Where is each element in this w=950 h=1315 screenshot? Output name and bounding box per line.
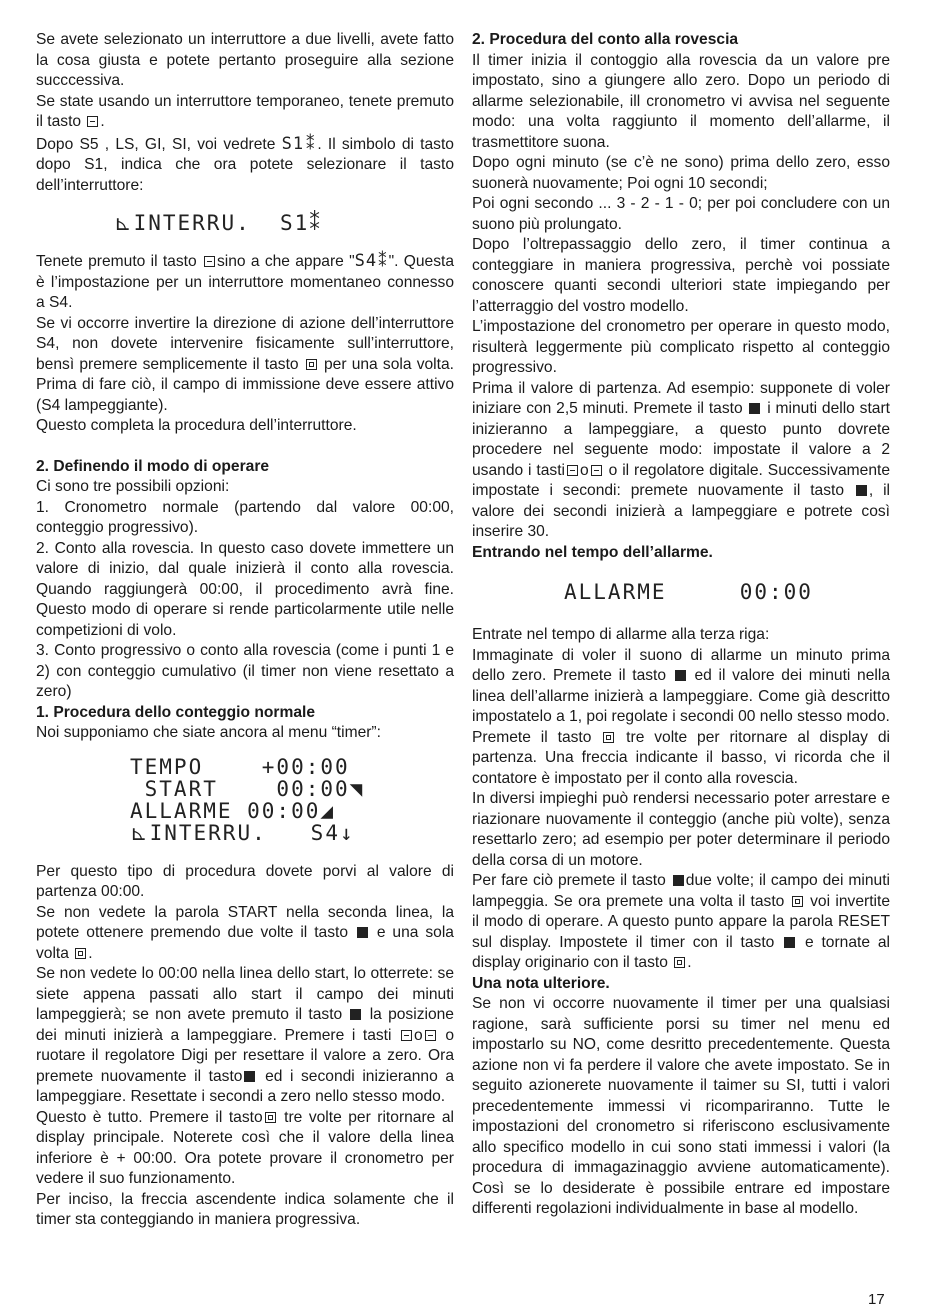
lcd-display-timer-menu: TEMPO +00:00 START 00:00◥ ALLARME 00:00◢ ⊾INTERRU. S4↓	[130, 754, 365, 845]
paragraph: Premete il tasto tre volte per ritornare al display di partenza. Una freccia indicante il basso, vi ricorda che il contatore è impostato per il conto alla rovescia.	[472, 728, 890, 787]
paragraph: Questo completa la procedura dell’interruttore.	[36, 417, 357, 434]
paragraph: Ci sono tre possibili opzioni:	[36, 478, 230, 495]
r-key-icon	[306, 359, 317, 370]
paragraph: Il timer inizia il contoggio alla rovescia da un valore pre impostato, sino a giungere allo zero. Dopo un periodo di allarme selezionabile, ill cronometro vi avvisa nel seguente modo: una volta raggiunto il momento dell’allarme, il trasmettitore suona.	[472, 51, 890, 151]
section-heading: Una nota ulteriore.	[472, 974, 610, 992]
lcd-inline: S1⁑	[281, 133, 318, 154]
paragraph: Dopo ogni minuto (se c’è ne sono) prima dello zero, esso suonerà nuovamente; Poi ogni 10 secondi;	[472, 154, 890, 192]
paragraph: Questo è tutto. Premere il tasto tre volte per ritornare al display principale. Noterete così che il valore della linea inferiore è + 00:00. Ora potete provare il cronometro per vedere il suo funzionamento.	[36, 1108, 454, 1187]
paragraph: Tenete premuto il tasto sino a che appare "S4⁑". Questa è l’impostazione per un interruttore momentaneo connesso a S4.	[36, 251, 455, 311]
down-key-icon	[357, 927, 368, 938]
section-heading: 1. Procedura dello conteggio normale	[36, 703, 316, 721]
paragraph: Dopo S5 , LS, GI, SI, voi vedrete S1⁑. Il simbolo di tasto dopo S1, indica che ora potete selezionare il tasto dell’interruttore:	[36, 133, 454, 194]
down-key-icon	[675, 670, 686, 681]
down-key-icon	[244, 1071, 255, 1082]
page-number: 17	[868, 1291, 885, 1308]
lcd-display-interru: ⊾INTERRU. S1⁑	[114, 211, 322, 235]
paragraph: 1. Cronometro normale (partendo dal valore 00:00, conteggio progressivo).	[36, 498, 454, 536]
section-heading: 2. Definendo il modo di operare	[36, 457, 270, 475]
plus-key-icon	[204, 256, 215, 267]
paragraph: Entrate nel tempo di allarme alla terza riga:	[472, 626, 770, 643]
section-heading: Entrando nel tempo dell’allarme.	[472, 543, 713, 561]
paragraph: Immaginate di voler il suono di allarme un minuto prima dello zero. Premete il tasto ed il valore dei minuti nella linea dell’allarme inizierà a lampeggiare. Come già descritto impostatelo a 1, poi regolate i secondi 00 nello stesso modo.	[472, 646, 890, 725]
plus-key-icon	[401, 1030, 412, 1041]
paragraph: Se non vedete la parola START nella seconda linea, la potete ottenere premendo due volte il tasto e una sola volta .	[36, 903, 454, 962]
plus-key-icon	[87, 116, 98, 127]
lcd-inline: S4⁑	[354, 251, 389, 271]
paragraph: Prima il valore di partenza. Ad esempio: supponete di voler iniziare con 2,5 minuti. Premete il tasto i minuti dello start inizieranno a lampeggiare, a questo punto dovrete procedere nel seguente modo: impostate il valore a 2 usando i tasti o o il regolatore digitale. Successivamente impostate i secondi: premete nuovamente il tasto , il valore dei secondi inizierà a lampeggiare e potrete così inserire 30.	[472, 379, 891, 540]
paragraph: Per inciso, la freccia ascendente indica solamente che il timer sta conteggiando in maniera progressiva.	[36, 1190, 454, 1228]
paragraph: Poi ogni secondo ... 3 - 2 - 1 - 0; per poi concludere con un suono più prolungato.	[472, 195, 890, 233]
paragraph: Se non vi occorre nuovamente il timer per una qualsiasi ragione, sarà sufficiente porsi su timer nel menu ed impostarlo su NO, come desritto precedentemente. Questa azione non vi fa perdere il valore che avete impostato. Se in seguito azionerete nuovamente il taimer su SI, tutti i valori precedentemente immessi vi ricompariranno. Tutte le impostazioni del cronometro si riferiscono esclusivamente allo specifico modello in cui sono stati immessi i valori (la procedura di immagazinaggio avviene automaticamente). Così se lo desiderate è possibile entrare ed impostare differenti regolazioni individualmente in base al modello.	[472, 995, 890, 1217]
lcd-display-alarm: ALLARME 00:00	[564, 580, 813, 604]
paragraph: Se avete selezionato un interruttore a due livelli, avete fatto la cosa giusta e potete pertanto proseguire alla sezione succcessiva.	[36, 31, 454, 89]
paragraph: In diversi impieghi può rendersi necessario poter arrestare e riazionare nuovamente il conteggio (anche più volte), senza resettarlo zero; ad esempio per poter determinare il periodo della corsa di un motore.	[472, 790, 890, 869]
minus-key-icon	[425, 1030, 436, 1041]
down-key-icon	[749, 403, 760, 414]
minus-key-icon	[591, 465, 602, 476]
paragraph: Se vi occorre invertire la direzione di azione dell’interruttore S4, non dovete intervenire fisicamente sull’interruttore, bensì premere semplicemente il tasto per una sola volta. Prima di fare ciò, il campo di immissione deve essere attivo (S4 lampeggiante).	[36, 314, 454, 414]
r-key-icon	[792, 896, 803, 907]
paragraph: L’impostazione del cronometro per operare in questo modo, risulterà leggermente più complicato rispetto al conteggio progressivo.	[472, 318, 890, 376]
down-key-icon	[350, 1009, 361, 1020]
paragraph: Se state usando un interruttore temporaneo, tenete premuto il tasto .	[36, 92, 454, 130]
paragraph: Per questo tipo di procedura dovete porvi al valore di partenza 00:00.	[36, 862, 454, 900]
m-key-icon	[674, 957, 685, 968]
m-key-icon	[603, 732, 614, 743]
up-key-icon	[784, 937, 795, 948]
plus-key-icon	[567, 465, 578, 476]
paragraph: Dopo l’oltrepassaggio dello zero, il timer continua a conteggiare in maniera progressiva, perchè voi possiate conoscere quanti secondi ulteriori state impiegando per l’atterraggio del vostro modello.	[472, 236, 890, 315]
paragraph: Noi supponiamo che siate ancora al menu “timer”:	[36, 724, 381, 741]
right-column	[472, 30, 890, 1220]
paragraph: Se non vedete lo 00:00 nella linea dello start, lo otterrete: se siete appena passati allo start il campo dei minuti lampeggierà; se non avete premuto il tasto la posizione dei minuti inizierà a lampeggiare. Premere i tasti o o ruotare il regolatore Digi per resettare il valore a zero. Ora premete nuovamente il tasto ed i secondi inizieranno a lampeggiare. Resettate i secondi a zero nello stesso modo.	[36, 965, 454, 1105]
left-column	[36, 30, 454, 1231]
paragraph: 2. Conto alla rovescia. In questo caso dovete immettere un valore di inizio, dal quale inizierà il conto alla rovescia. Quando raggiungerà 00:00, il procedimento avrà fine. Questo modo di operare si rende particolarmente utile nelle competizioni di volo.	[36, 539, 454, 639]
paragraph: 3. Conto progressivo o conto alla rovescia (come i punti 1 e 2) con conteggio cumulativo (il timer non viene resettato a zero)	[36, 642, 454, 700]
down-key-icon	[673, 875, 684, 886]
r-key-icon	[75, 948, 86, 959]
down-key-icon	[856, 485, 867, 496]
paragraph: Per fare ciò premete il tasto due volte; il campo dei minuti lampeggia. Se ora premete una volta il tasto voi invertite il modo di operare. A questo punto appare la parola RESET sul display. Impostete il timer con il tasto e tornate al display originario con il tasto .	[472, 872, 890, 971]
m-key-icon	[265, 1112, 276, 1123]
section-heading: 2. Procedura del conto alla rovescia	[472, 31, 739, 48]
